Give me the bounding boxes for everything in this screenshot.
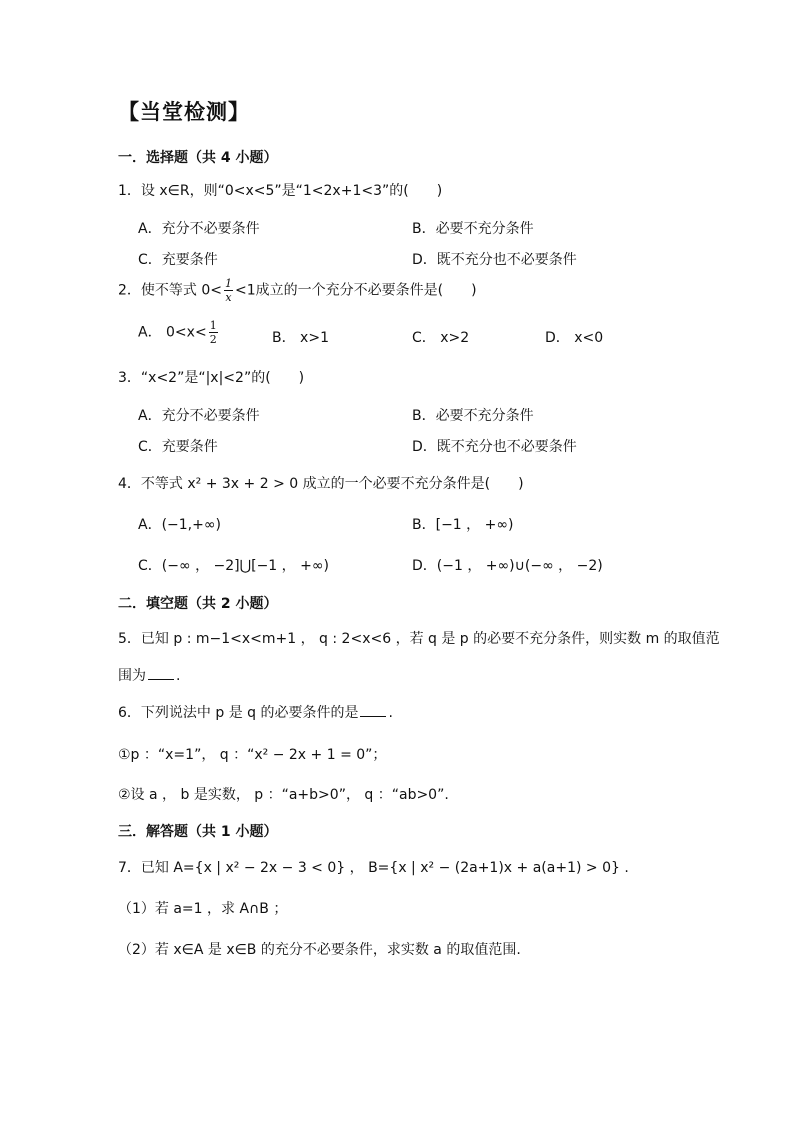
q3-option-b: B．必要不充分条件 <box>412 408 534 424</box>
q2-option-a-fraction <box>209 320 218 345</box>
page-title: 【当堂检测】 <box>118 100 250 124</box>
q1-option-d: D．既不充分也不必要条件 <box>412 252 577 268</box>
q2-stem-suffix: <1成立的一个充分不必要条件是( ) <box>235 282 477 299</box>
q6-answer-blank <box>360 704 386 717</box>
q2-stem-prefix: 2．使不等式 0< <box>118 282 222 299</box>
q7-part-2: （2）若 x∈A 是 x∈B 的充分不必要条件，求实数 a 的取值范围. <box>118 942 521 958</box>
q2-fraction-numerator: 1 <box>225 277 232 290</box>
q3-option-d: D．既不充分也不必要条件 <box>412 439 577 455</box>
q1-option-c: C．充要条件 <box>138 252 218 268</box>
q4-option-d: D．(−1 ， +∞)∪(−∞ ， −2) <box>412 558 603 574</box>
q7-part-1: （1）若 a=1 ，求 A∩B ； <box>118 901 288 917</box>
q2-option-a <box>138 320 220 345</box>
q5-answer-blank <box>148 667 174 680</box>
q2-fraction <box>224 278 233 303</box>
q2-option-a-prefix: A． 0<x< <box>138 324 207 341</box>
q6-item-1: ①p ：“x=1”， q ：“x² − 2x + 1 = 0”； <box>118 747 387 763</box>
question-3-stem: 3．“x<2”是“|x|<2”的( ) <box>118 370 305 386</box>
q1-option-b: B．必要不充分条件 <box>412 221 534 237</box>
question-6-stem <box>118 702 393 722</box>
section-fill-heading: 二．填空题（共 2 小题） <box>118 596 278 612</box>
q5-period: . <box>176 668 181 684</box>
q2-option-c: C． x>2 <box>412 330 470 346</box>
q2-option-d: D． x<0 <box>545 330 604 346</box>
q5-line-2-text: 围为 <box>118 668 146 684</box>
q2-option-a-numerator: 1 <box>209 319 217 332</box>
question-2-stem <box>118 278 477 303</box>
question-5-line-2 <box>118 665 180 685</box>
question-1-stem: 1．设 x∈R，则“0<x<5”是“1<2x+1<3”的( ) <box>118 183 443 199</box>
q2-option-b: B． x>1 <box>272 330 329 346</box>
q4-option-b: B．[−1 ， +∞) <box>412 517 514 533</box>
section-solve-heading: 三．解答题（共 1 小题） <box>118 824 278 840</box>
q2-fraction-denominator: x <box>225 291 232 304</box>
q2-option-a-denominator: 2 <box>209 333 217 346</box>
q6-period: . <box>388 705 393 721</box>
q3-option-c: C．充要条件 <box>138 439 218 455</box>
q4-option-a: A．(−1,+∞) <box>138 517 221 533</box>
question-4-stem: 4．不等式 x² + 3x + 2 > 0 成立的一个必要不充分条件是( ) <box>118 476 524 492</box>
q4-option-c: C．(−∞ ， −2]⋃[−1 ， +∞) <box>138 558 329 574</box>
section-choice-heading: 一．选择题（共 4 小题） <box>118 150 278 166</box>
q3-option-a: A．充分不必要条件 <box>138 408 260 424</box>
question-7-stem: 7．已知 A={x | x² − 2x − 3 < 0} ， B={x | x² − (2a+1)x + a(a+1) > 0} . <box>118 860 629 876</box>
q6-item-2: ②设 a ， b 是实数， p ：“a+b>0”， q ：“ab>0”. <box>118 787 449 803</box>
q1-option-a: A．充分不必要条件 <box>138 221 260 237</box>
q6-stem-text: 6．下列说法中 p 是 q 的必要条件的是 <box>118 705 359 721</box>
question-5-line-1: 5．已知 p : m−1<x<m+1 ， q : 2<x<6 ，若 q 是 p 的必要不充分条件，则实数 m 的取值范 <box>118 631 720 647</box>
